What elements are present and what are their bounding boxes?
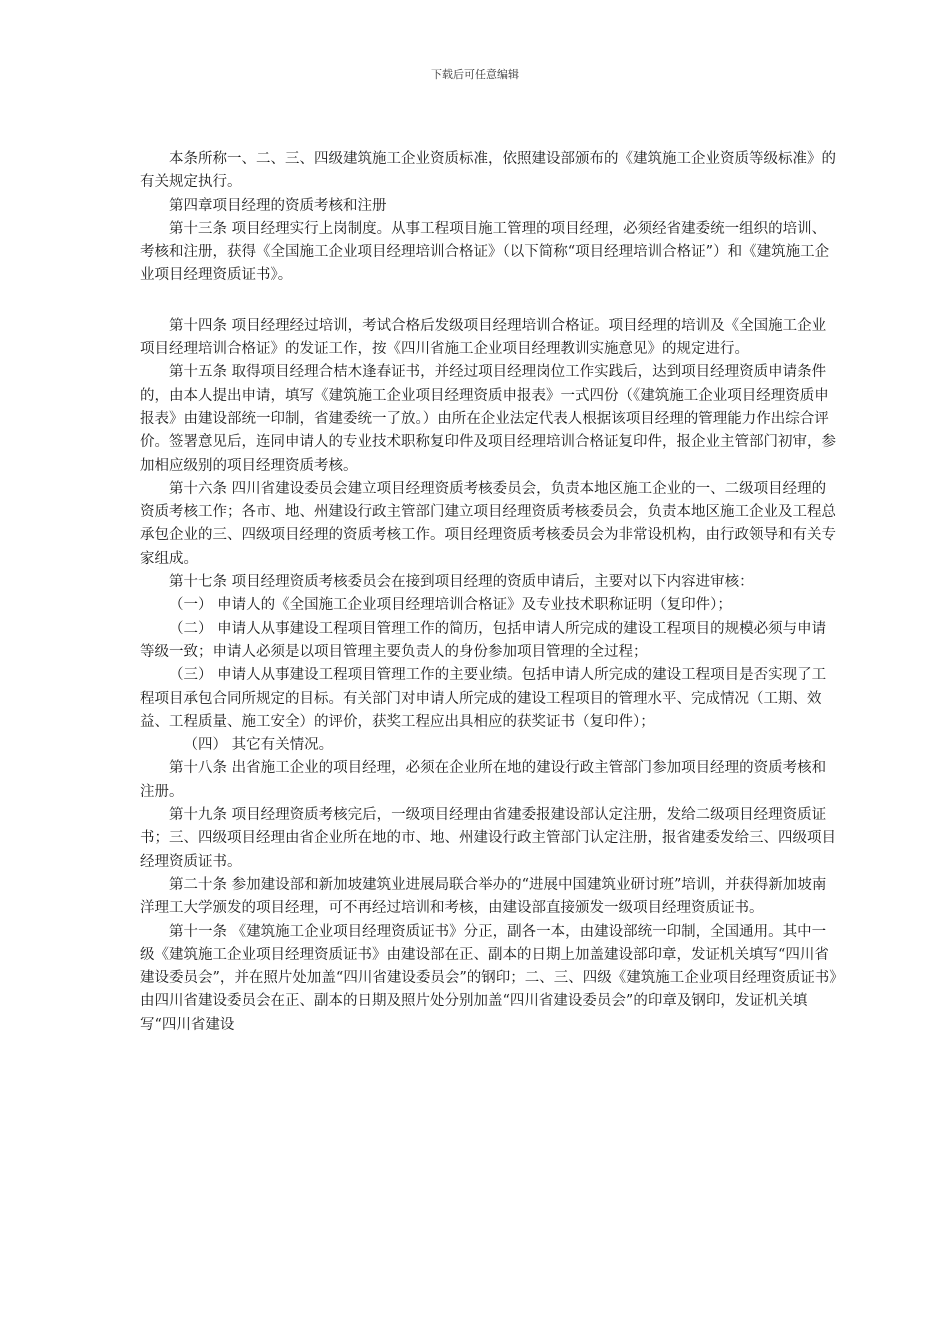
blank-line — [140, 288, 837, 315]
article-17: 第十七条 项目经理资质考核委员会在接到项目经理的资质申请后，主要对以下内容进审核： — [169, 574, 754, 591]
page-header: 下载后可任意编辑 — [431, 68, 519, 81]
paragraph-qualification-standard: 本条所称一、二、三、四级建筑施工企业资质标准，依照建设部颁布的《建筑施工企业资质等级标准》的有关规定执行。 — [140, 151, 836, 191]
article-21: 第十一条 《建筑施工企业项目经理资质证书》分正，副各一本，由建设部统一印制，全国通用。其中一级《建筑施工企业项目经理资质证书》由建设部在正、副本的日期上加盖建设部印章，发证机关填写“四川省建设委员会”，并在照片处加盖“四川省建设委员会”的钢印；二、三、四级《建筑施工企业项目经理资质证书》由四川省建设委员会在正、副本的日期及照片处分别加盖“四川省建设委员会”的印章及钢印，发证机关填写“四川省建设 — [140, 923, 837, 1033]
article-13: 第十三条 项目经理实行上岗制度。从事工程项目施工管理的项目经理，必须经省建委统一组织的培训、考核和注册，获得《全国施工企业项目经理培训合格证》（以下简称“项目经理培训合格证”）和《建筑施工企业项目经理资质证书》。 — [140, 220, 830, 284]
article-16: 第十六条 四川省建设委员会建立项目经理资质考核委员会，负责本地区施工企业的一、二级项目经理的资质考核工作；各市、地、州建设行政主管部门建立项目经理资质考核委员会，负责本地区施工企业及工程总承包企业的三、四级项目经理的资质考核工作。项目经理资质考核委员会为非常设机构，由行政领导和有关专家组成。 — [140, 480, 836, 567]
document-body — [140, 148, 837, 1037]
chapter-heading: 第四章项目经理的资质考核和注册 — [169, 197, 387, 214]
article-14: 第十四条 项目经理经过培训，考试合格后发级项目经理培训合格证。项目经理的培训及《全国施工企业项目经理培训合格证》的发证工作，按《四川省施工企业项目经理教训实施意见》的规定进行。 — [140, 317, 827, 358]
article-17-item-2: （二） 申请人从事建设工程项目管理工作的简历，包括申请人所完成的建设工程项目的规模必须与申请等级一致；申请人必须是以项目管理主要负责人的身份参加项目管理的全过程； — [140, 620, 827, 660]
article-15: 第十五条 取得项目经理合桔木逢春证书，并经过项目经理岗位工作实践后，达到项目经理资质申请条件的，由本人提出申请，填写《建筑施工企业项目经理资质申报表》一式四份（《建筑施工企业项目经理资质申报表》由建设部统一印制，省建委统一了放。）由所在企业法定代表人根据该项目经理的管理能力作出综合评价。签署意见后，连同申请人的专业技术职称复印件及项目经理培训合格证复印件，报企业主管部门初审，参加相应级别的项目经理资质考核。 — [140, 364, 836, 474]
article-20: 第二十条 参加建设部和新加坡建筑业进展局联合举办的“进展中国建筑业研讨班”培训，并获得新加坡南洋理工大学颁发的项目经理，可不再经过培训和考核，由建设部直接颁发一级项目经理资质证书。 — [140, 876, 827, 917]
article-17-item-4: （四） 其它有关情况。 — [183, 737, 334, 754]
article-17-item-3: （三） 申请人从事建设工程项目管理工作的主要业绩。包括申请人所完成的建设工程项目是否实现了工程项目承包合同所规定的目标。有关部门对申请人所完成的建设工程项目的管理水平、完成情况（工期、效益、工程质量、施工安全）的评价，获奖工程应出具相应的获奖证书（复印件）； — [140, 667, 827, 730]
article-18: 第十八条 出省施工企业的项目经理，必须在企业所在地的建设行政主管部门参加项目经理的资质考核和注册。 — [140, 760, 827, 800]
article-17-item-1: （一） 申请人的《全国施工企业项目经理培训合格证》及专业技术职称证明（复印件）； — [169, 597, 732, 614]
article-19: 第十九条 项目经理资质考核完后，一级项目经理由省建委报建设部认定注册，发给二级项目经理资质证书；三、四级项目经理由省企业所在地的市、地、州建设行政主管部门认定注册，报省建委发给三、四级项目经理资质证书。 — [140, 807, 836, 870]
